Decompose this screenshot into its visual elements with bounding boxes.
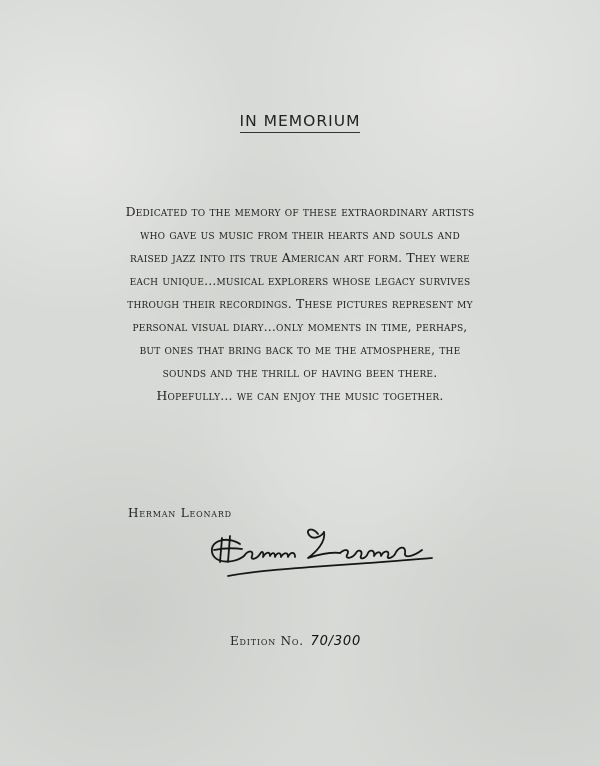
dedication-line: Hopefully... we can enjoy the music together. [156,388,444,403]
dedication-line: but ones that bring back to me the atmosphere, the [139,342,461,357]
dedication-line: raised jazz into its true American art form. They were [130,250,470,265]
edition-text: Edition No. [230,634,304,648]
dedication-line: sounds and the thrill of having been there. [162,365,438,380]
edition-label [230,634,361,649]
page-title: IN MEMORIUM [0,112,600,133]
author-name: Herman Leonard [128,506,232,520]
dedication-text [100,200,500,407]
dedication-line: Dedicated to the memory of these extraordinary artists [125,204,475,219]
handwritten-signature [200,522,450,584]
dedication-line: who gave us music from their hearts and souls and [140,227,460,242]
dedication-line: through their recordings. These pictures represent my [127,296,473,311]
edition-number: 70/300 [310,634,362,649]
dedication-line: personal visual diary...only moments in time, perhaps, [132,319,468,334]
dedication-line: each unique...musical explorers whose legacy survives [129,273,471,288]
